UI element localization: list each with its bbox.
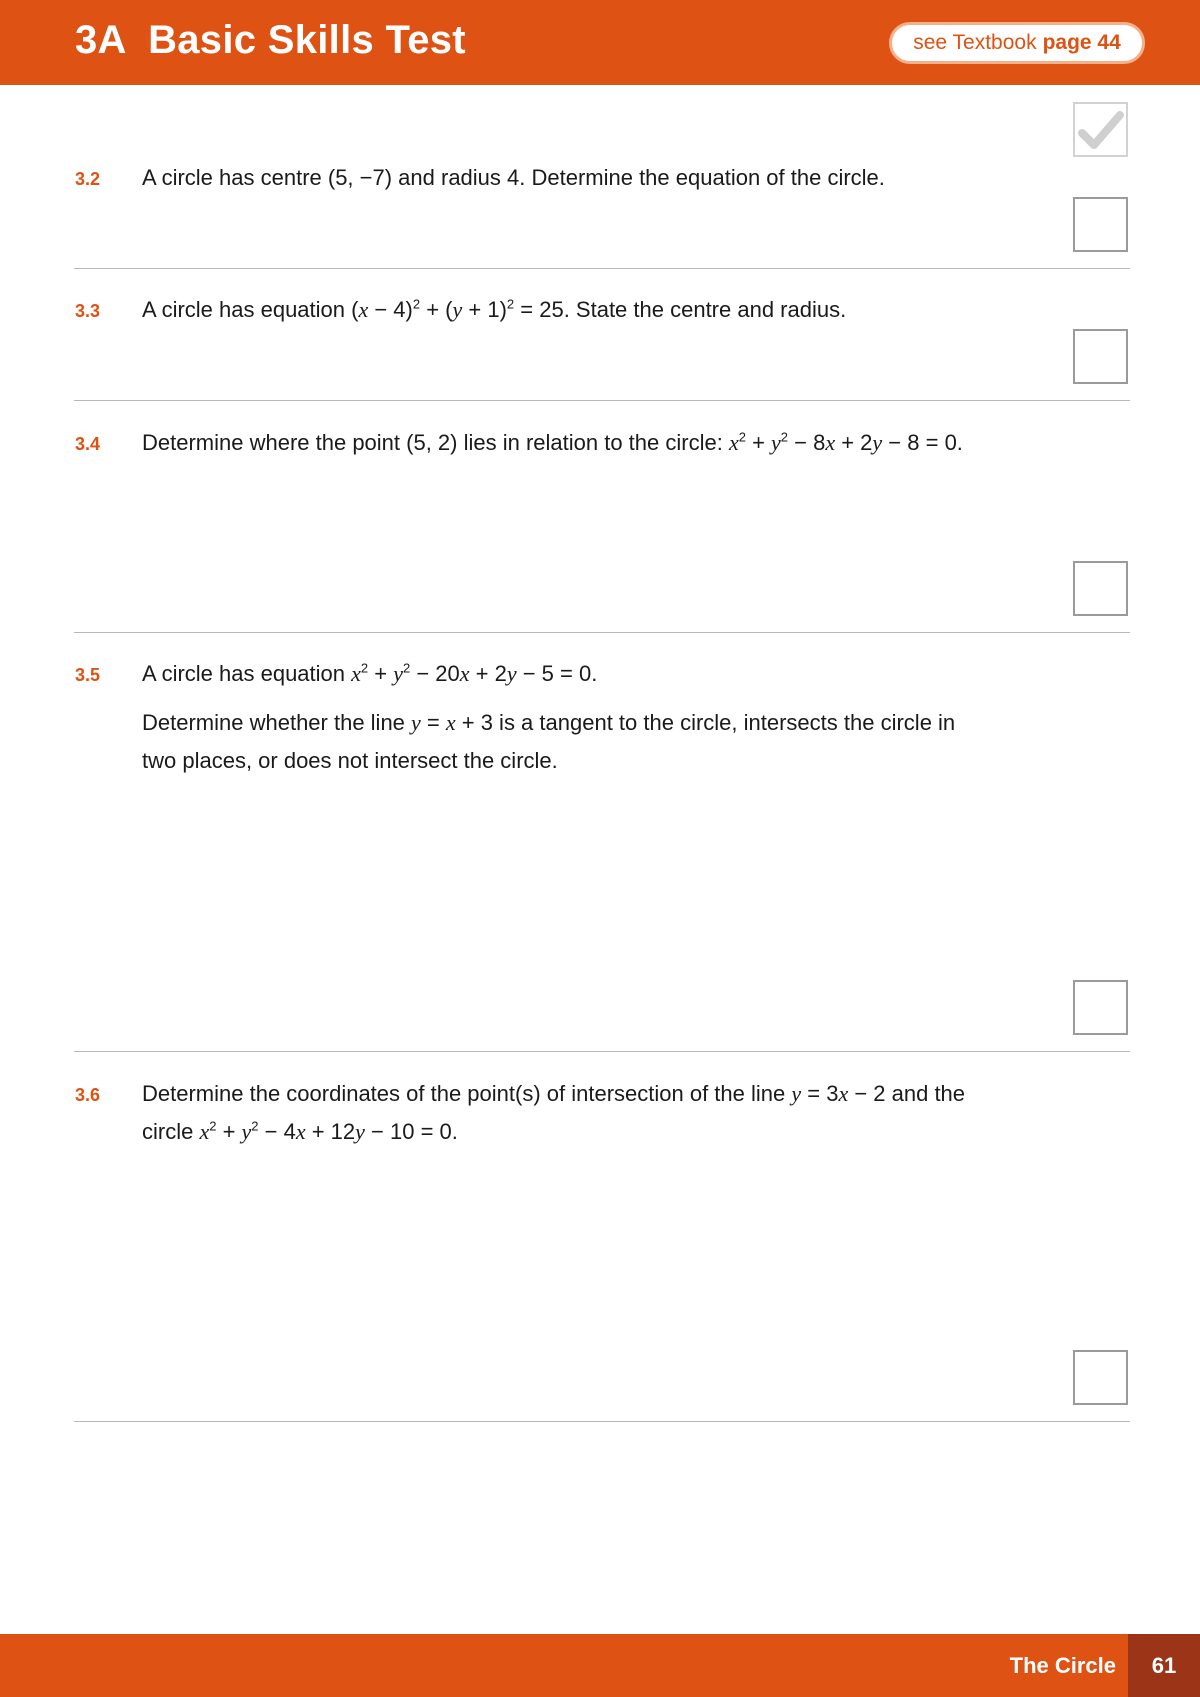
section-number: 3A <box>75 18 126 62</box>
chapter-name: The Circle <box>1009 1653 1116 1678</box>
textbook-reference-link[interactable] <box>889 22 1145 64</box>
divider <box>74 1421 1130 1422</box>
reference-page: page 44 <box>1042 31 1121 54</box>
question-number: 3.5 <box>75 665 101 685</box>
question-text: Determine where the point (5, 2) lies in relation to the circle: $x^2 + y^2 - 8x + 2y - 8 = 0$. <box>142 429 963 455</box>
divider <box>74 400 1130 401</box>
question-text: A circle has centre (5, −7) and radius 4. Determine the equation of the circle. <box>142 165 885 190</box>
divider <box>74 1051 1130 1052</box>
answer-checkbox[interactable] <box>1073 561 1128 616</box>
answer-checkbox[interactable] <box>1073 1350 1128 1405</box>
question-number: 3.3 <box>75 301 101 321</box>
divider <box>74 632 1130 633</box>
question-number: 3.2 <box>75 169 101 189</box>
question-text: Determine the coordinates of the point(s) of intersection of the line y = 3x − 2 and the circle $x^2 + y^2 - 4x + 12y - 10 = 0$. <box>142 1081 966 1144</box>
page-title <box>75 18 466 63</box>
answer-checkbox[interactable] <box>1073 329 1128 384</box>
check-mark-icon <box>1078 109 1124 151</box>
question-text: A circle has equation $x^2 + y^2 - 20x + 2y - 5 = 0$. Determine whether the line y = x + 3 is a tangent to the circle, intersects the circle in two places, or does not intersect the circle. <box>142 660 956 773</box>
question-number: 3.4 <box>75 434 101 454</box>
section-title: Basic Skills Test <box>148 18 466 62</box>
answer-checkbox[interactable] <box>1073 980 1128 1035</box>
reference-prefix: see Textbook <box>913 31 1037 54</box>
footer-bar <box>0 1634 1200 1697</box>
completed-tick-box[interactable] <box>1073 102 1128 157</box>
header-bar <box>0 0 1200 85</box>
answer-checkbox[interactable] <box>1073 197 1128 252</box>
page-number: 61 <box>1128 1634 1200 1697</box>
question-text: A circle has equation $(x - 4)^2 + (y + 1)^2 = 25$. State the centre and radius. <box>142 296 847 322</box>
divider <box>74 268 1130 269</box>
question-number: 3.6 <box>75 1085 101 1105</box>
